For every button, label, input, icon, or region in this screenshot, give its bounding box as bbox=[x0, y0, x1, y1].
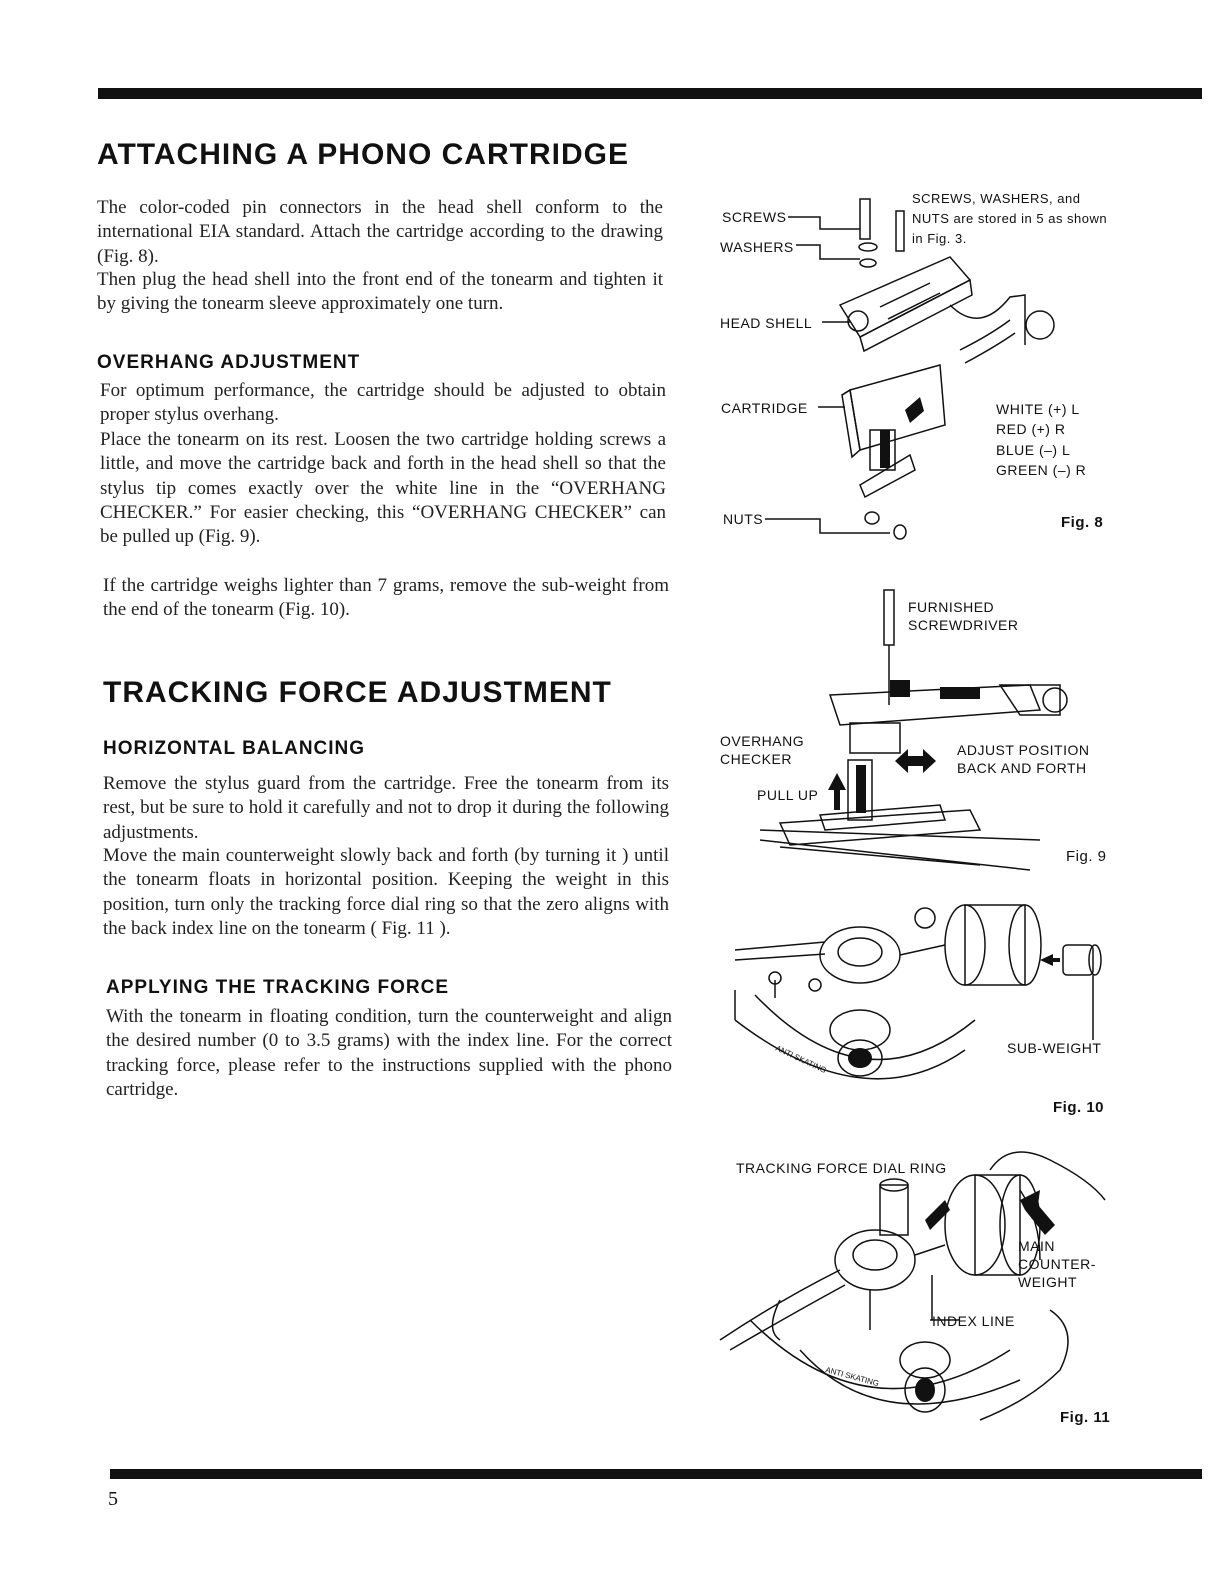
horizontal-paragraph-1: Remove the stylus guard from the cartridge. Free the tonearm from its rest, but be sure to hold it carefully and not to drop it during the following adjustments. bbox=[103, 773, 669, 843]
fig8-nuts-label: NUTS bbox=[723, 511, 764, 527]
applying-force-heading: APPLYING THE TRACKING FORCE bbox=[106, 977, 449, 998]
horizontal-balancing-heading: HORIZONTAL BALANCING bbox=[103, 738, 366, 759]
attach-paragraph-1: The color-coded pin connectors in the head shell conform to the international EIA standard. Attach the cartridge according to the drawing (Fig. 8). bbox=[97, 197, 663, 267]
fig8-wire-blue: BLUE (–) L bbox=[996, 442, 1071, 458]
section-title-tracking: TRACKING FORCE ADJUSTMENT bbox=[103, 676, 612, 709]
applying-paragraph-1: With the tonearm in floating condition, turn the counterweight and align the desired number (0 to 3.5 grams) with the index line. For the correct tracking force, please refer to the instructions supplied with the phono cartridge. bbox=[106, 1006, 672, 1100]
section-title-attaching: ATTACHING A PHONO CARTRIDGE bbox=[97, 138, 629, 171]
fig8-storage-note: SCREWS, WASHERS, and NUTS are stored in 5 as shown in Fig. 3. bbox=[912, 191, 1108, 246]
fig11-counterweight-label: MAIN COUNTER-WEIGHT bbox=[1018, 1238, 1096, 1290]
fig8-caption: Fig. 8 bbox=[1061, 514, 1104, 531]
fig10-subweight-label: SUB-WEIGHT bbox=[1007, 1040, 1102, 1056]
fig8-wire-white: WHITE (+) L bbox=[996, 401, 1080, 417]
bottom-rule bbox=[110, 1469, 1202, 1479]
fig10-subweight-diagram bbox=[715, 890, 1115, 1120]
fig9-pullup-label: PULL UP bbox=[757, 787, 819, 803]
fig8-washers-label: WASHERS bbox=[720, 239, 794, 255]
fig8-headshell-label: HEAD SHELL bbox=[720, 315, 813, 331]
overhang-heading: OVERHANG ADJUSTMENT bbox=[97, 352, 361, 373]
fig10-anti-skating-text: ANTI SKATING bbox=[774, 1043, 828, 1076]
fig9-adjust-label: ADJUST POSITION BACK AND FORTH bbox=[957, 742, 1090, 776]
fig11-indexline-label: INDEX LINE bbox=[932, 1313, 1015, 1329]
overhang-paragraph-3: If the cartridge weighs lighter than 7 grams, remove the sub-weight from the end of the tonearm (Fig. 10). bbox=[103, 575, 669, 621]
fig8-wire-green: GREEN (–) R bbox=[996, 462, 1087, 478]
overhang-paragraph-1: For optimum performance, the cartridge should be adjusted to obtain proper stylus overhang. bbox=[100, 380, 666, 426]
attach-paragraph-2: Then plug the head shell into the front end of the tonearm and tighten it by giving the tonearm sleeve approximately one turn. bbox=[97, 269, 663, 315]
fig9-screwdriver-label: FURNISHED SCREWDRIVER bbox=[908, 599, 1019, 633]
overhang-paragraph-2: Place the tonearm on its rest. Loosen the two cartridge holding screws a little, and move the cartridge back and forth in the head shell so that the stylus tip comes exactly over the white line in the “OVERHANG CHECKER.” For easier checking, this “OVERHANG CHECKER” can be pulled up (Fig. 9). bbox=[100, 429, 666, 548]
fig9-caption: Fig. 9 bbox=[1066, 848, 1107, 865]
top-rule bbox=[98, 88, 1202, 99]
fig10-caption: Fig. 10 bbox=[1053, 1099, 1105, 1116]
fig11-dialring-label: TRACKING FORCE DIAL RING bbox=[736, 1160, 947, 1176]
fig9-checker-label: OVERHANG CHECKER bbox=[720, 733, 805, 767]
fig11-caption: Fig. 11 bbox=[1060, 1409, 1111, 1426]
fig8-wire-red: RED (+) R bbox=[996, 421, 1066, 437]
fig11-anti-skating-text: ANTI SKATING bbox=[824, 1365, 880, 1389]
fig8-screws-label: SCREWS bbox=[722, 209, 787, 225]
horizontal-paragraph-2: Move the main counterweight slowly back and forth (by turning it ) until the tonearm floats in horizontal position. Keeping the weight in this position, turn only the tracking force dial ring so that the zero aligns with the back index line on the tonearm ( Fig. 11 ). bbox=[103, 845, 669, 939]
fig8-cartridge-label: CARTRIDGE bbox=[721, 400, 808, 416]
page-number: 5 bbox=[108, 1488, 118, 1510]
